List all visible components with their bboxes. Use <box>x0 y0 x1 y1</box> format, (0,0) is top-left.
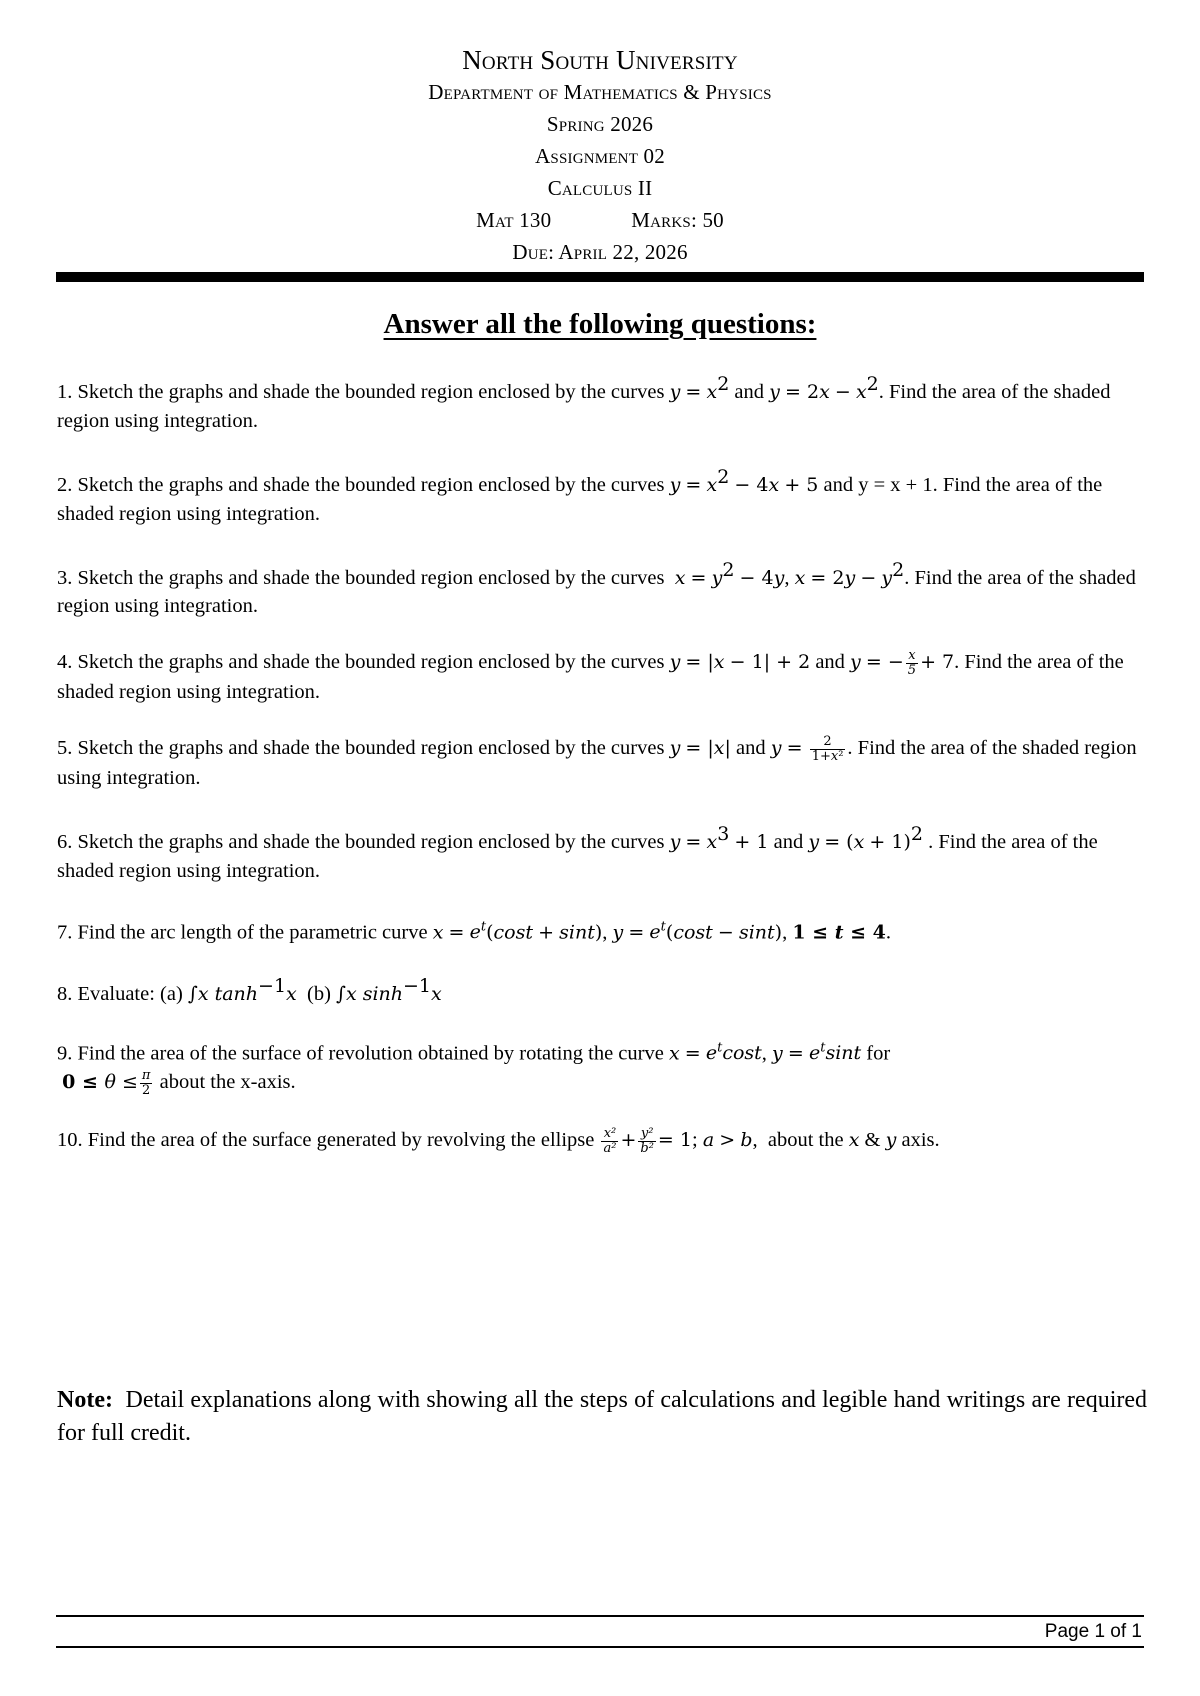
question-list <box>57 370 1147 1156</box>
semester: Spring 2026 <box>546 112 654 136</box>
note-text: Detail explanations along with showing all the steps of calculations and legible hand writings are required for full credit. <box>57 1387 1148 1446</box>
document-header <box>0 44 1200 268</box>
assignment-number: Assignment 02 <box>535 144 665 168</box>
note-label: Note: <box>57 1387 113 1413</box>
department-name: Department of Mathematics & Physics <box>428 80 772 104</box>
course-info-row <box>0 204 1200 236</box>
question-8: 8. Evaluate: (a) ∫x $\tanh^{-1}x$ (b) ∫x $\sinh^{-1}x$ <box>57 975 442 1006</box>
instructions-heading: Answer all the following questions: <box>383 308 817 340</box>
footer-bottom-rule <box>56 1646 1144 1648</box>
note-paragraph <box>57 1384 1147 1450</box>
question-6: 6. Sketch the graphs and shade the bounded region enclosed by the curves $y = x^3 + 1$ and $y = (x + 1)^2$ . Find the area of the shaded region using integration. <box>57 823 1098 882</box>
university-name: North South University <box>462 45 738 75</box>
footer-top-rule <box>56 1615 1144 1617</box>
header-divider <box>56 272 1144 282</box>
question-4: 4. Sketch the graphs and shade the bounded region enclosed by the curves y = |x − 1| + 2 and y = − $\frac{x}{5}$ + 7. Find the area of the shaded region using integration. <box>57 648 1124 704</box>
question-9: 9. Find the area of the surface of revolution obtained by rotating the curve $x = e^t\cos t$, $y = e^t\sin t$ for 0 ≤ θ ≤ $\frac{\pi}{2}$ about the x-axis. <box>57 1041 891 1099</box>
question-10: 10. Find the area of the surface generated by revolving the ellipse $\frac{\text{x²}}{\text{a²}}$ + $\frac{\text{y²}}{\text{b²}}$ = 1; a > b, about the x & y axis. <box>57 1125 940 1156</box>
page-number: Page 1 of 1 <box>1044 1621 1142 1642</box>
question-3: 3. Sketch the graphs and shade the bounded region enclosed by the curves $x = y^2 - 4y$, $x = 2y - y^2$. Find the area of the shaded region using integration. <box>57 558 1136 618</box>
question-7: 7. Find the arc length of the parametric curve $x = e^t(\cos t + \sin t)$, $y = e^t(\cos t - \sin t)$, 1 ≤ t ≤ 4. <box>57 919 891 944</box>
question-2: 2. Sketch the graphs and shade the bounded region enclosed by the curves $y = x^2 - 4x + 5$ and y = x + 1. Find the area of the shaded region using integration. <box>57 465 1103 525</box>
question-5: 5. Sketch the graphs and shade the bounded region enclosed by the curves y = |x| and y = $\frac{2}{\text{1+x²}}$ . Find the area of the shaded region using integration. <box>57 734 1137 790</box>
course-title: Calculus II <box>547 176 653 200</box>
total-marks: Marks: 50 <box>631 208 724 232</box>
due-date: Due: April 22, 2026 <box>512 240 688 264</box>
question-1: 1. Sketch the graphs and shade the bounded region enclosed by the curves $y = x^2$ and $y = 2x - x^2$. Find the area of the shaded region using integration. <box>57 373 1111 432</box>
course-code: Mat 130 <box>476 208 552 232</box>
